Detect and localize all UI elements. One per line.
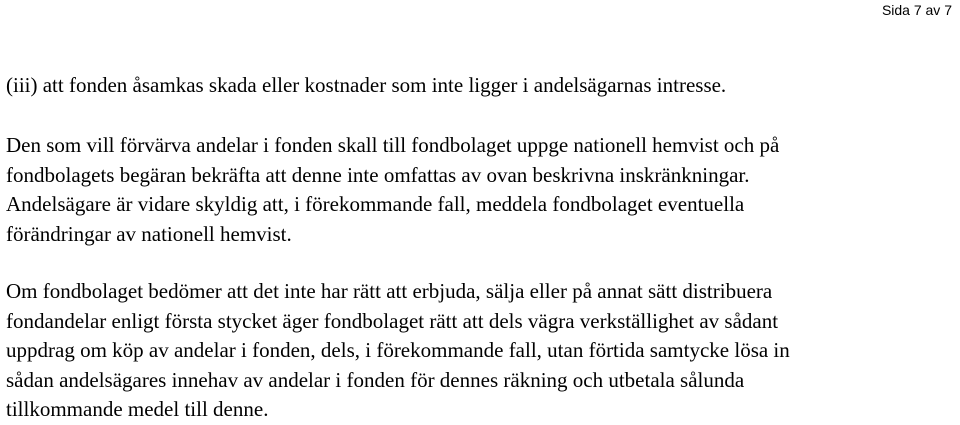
page-number: Sida 7 av 7 <box>881 2 952 18</box>
text-line: Om fondbolaget bedömer att det inte har rätt att erbjuda, sälja eller på annat sätt distribuera <box>6 279 773 303</box>
text-line: Andelsägare är vidare skyldig att, i förekommande fall, meddela fondbolaget eventuella <box>6 192 745 216</box>
text-line: tillkommande medel till denne. <box>6 397 269 421</box>
text-line: Den som vill förvärva andelar i fonden skall till fondbolaget uppge nationell hemvist och på <box>6 133 780 157</box>
text-line: uppdrag om köp av andelar i fonden, dels, i förekommande fall, utan förtida samtycke lösa in <box>6 338 790 362</box>
text-line: fondandelar enligt första stycket äger fondbolaget rätt att dels vägra verkställighet av sådant <box>6 308 779 333</box>
paragraph-distribution-rights <box>6 277 956 425</box>
paragraph-nationality-requirement <box>6 131 956 249</box>
text-line: sådan andelsägares innehav av andelar i fonden för dennes räkning och utbetala sålunda <box>6 367 745 392</box>
paragraph-clause-iii <box>6 71 956 101</box>
text-line: fondbolagets begäran bekräfta att denne inte omfattas av ovan beskrivna inskränkningar. <box>6 162 750 187</box>
text-line: (iii) att fonden åsamkas skada eller kostnader som inte ligger i andelsägarnas intresse. <box>6 73 727 97</box>
text-line: förändringar av nationell hemvist. <box>6 221 292 246</box>
